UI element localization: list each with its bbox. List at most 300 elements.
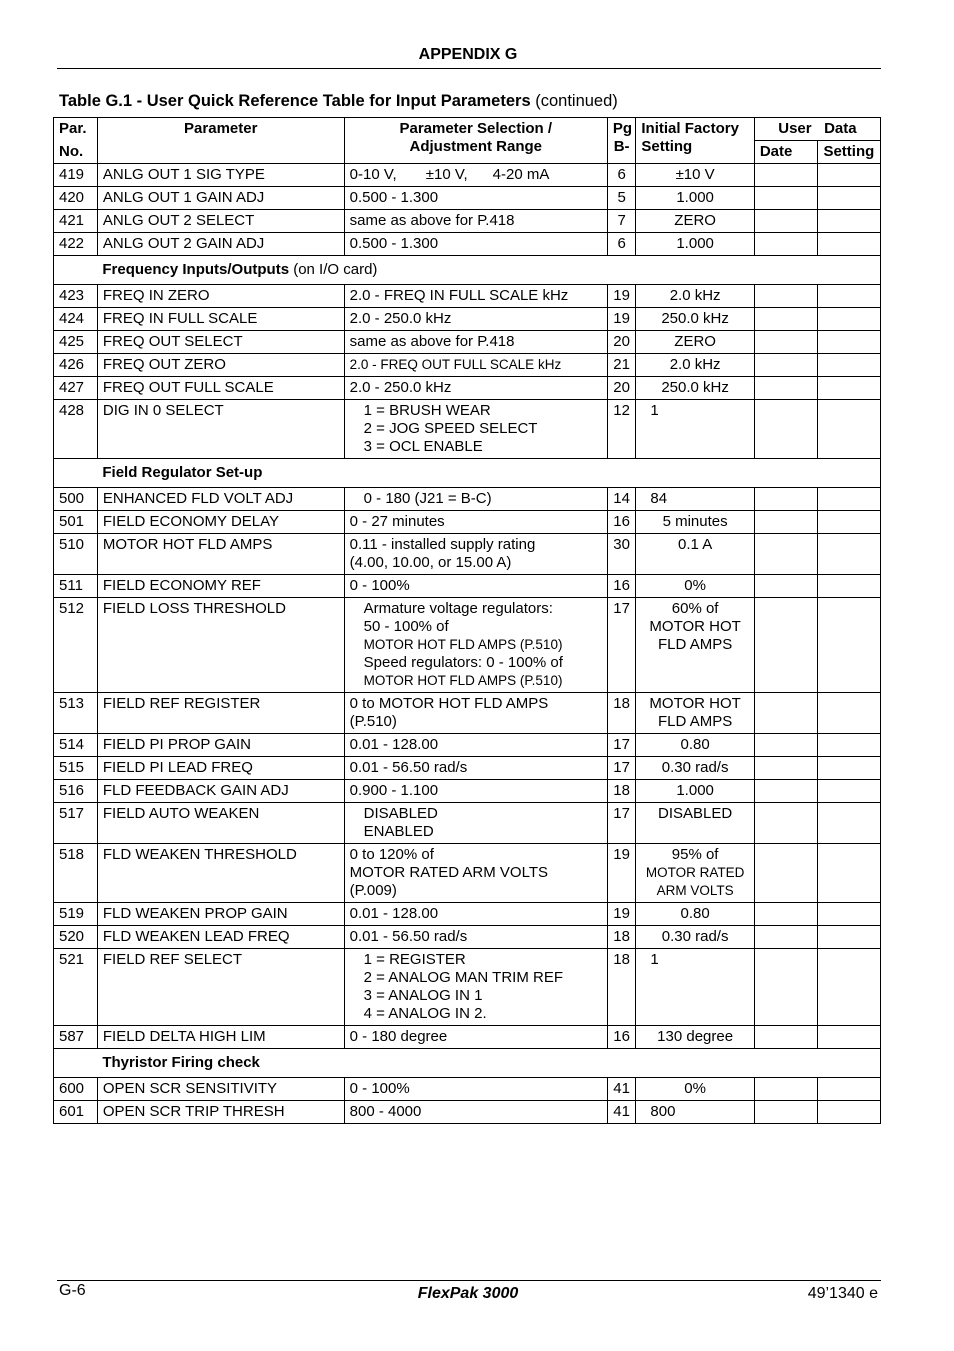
section-blank-cell (54, 1049, 98, 1078)
user-setting-cell[interactable] (818, 575, 881, 598)
range-line: 0.500 - 1.300 (349, 235, 439, 252)
user-date-cell[interactable] (754, 903, 818, 926)
param-range (344, 903, 607, 926)
col-par-no-2: No. (59, 143, 84, 160)
col-factory-2: Setting (641, 138, 693, 155)
param-factory-setting (636, 233, 754, 256)
param-number: 512 (54, 598, 98, 693)
range-line: 3 = ANALOG IN 1 (363, 987, 483, 1004)
table-title-note: (continued) (530, 92, 618, 110)
param-range (344, 164, 607, 187)
range-line: 2.0 - 250.0 kHz (349, 379, 452, 396)
user-date-cell[interactable] (754, 734, 818, 757)
param-number: 501 (54, 511, 98, 534)
range-line: 1 = BRUSH WEAR (363, 402, 491, 419)
param-range (344, 400, 607, 459)
col-pg-1: Pg (612, 120, 633, 137)
user-setting-cell[interactable] (818, 903, 881, 926)
param-number: 511 (54, 575, 98, 598)
range-line: same as above for P.418 (349, 212, 515, 229)
param-name: FIELD LOSS THRESHOLD (97, 598, 344, 693)
factory-line: 1.000 (676, 235, 714, 252)
range-line: 2 = ANALOG MAN TRIM REF (363, 969, 563, 986)
param-name: FLD WEAKEN PROP GAIN (97, 903, 344, 926)
table-row (54, 400, 881, 459)
user-setting-cell[interactable] (818, 598, 881, 693)
user-setting-cell[interactable] (818, 488, 881, 511)
user-date-cell[interactable] (754, 757, 818, 780)
param-page: 18 (607, 780, 636, 803)
param-page: 6 (607, 164, 636, 187)
user-date-cell[interactable] (754, 534, 818, 575)
factory-line: 2.0 kHz (669, 287, 721, 304)
user-setting-cell[interactable] (818, 377, 881, 400)
param-name: DIG IN 0 SELECT (97, 400, 344, 459)
factory-line: 250.0 kHz (661, 379, 729, 396)
range-line: 0.500 - 1.300 (349, 189, 439, 206)
col-date-label: Date (759, 143, 793, 160)
range-line: 2.0 - 250.0 kHz (349, 310, 452, 327)
param-name: FIELD ECONOMY DELAY (97, 511, 344, 534)
param-page: 16 (607, 511, 636, 534)
section-note: (on I/O card) (289, 261, 378, 278)
param-factory-setting (636, 308, 754, 331)
table-row (54, 575, 881, 598)
param-name: FLD FEEDBACK GAIN ADJ (97, 780, 344, 803)
param-page: 19 (607, 844, 636, 903)
param-name: FLD WEAKEN THRESHOLD (97, 844, 344, 903)
user-setting-cell[interactable] (818, 734, 881, 757)
user-date-cell[interactable] (754, 844, 818, 903)
param-name: ANLG OUT 2 GAIN ADJ (97, 233, 344, 256)
factory-line: 0.80 (680, 905, 710, 922)
table-row (54, 780, 881, 803)
table-row (54, 1078, 881, 1101)
section-row (54, 459, 881, 488)
param-number: 514 (54, 734, 98, 757)
range-line: 0.01 - 56.50 rad/s (349, 928, 468, 945)
table-row (54, 511, 881, 534)
section-title: Thyristor Firing check (102, 1054, 260, 1071)
table-row (54, 949, 881, 1026)
param-page: 5 (607, 187, 636, 210)
user-setting-cell[interactable] (818, 511, 881, 534)
range-line: 1 = REGISTER (363, 951, 466, 968)
param-page: 7 (607, 210, 636, 233)
param-factory-setting (636, 926, 754, 949)
param-name: FIELD PI PROP GAIN (97, 734, 344, 757)
factory-line: FLD AMPS (658, 636, 733, 653)
range-line: 0 - 180 (J21 = B-C) (363, 490, 492, 507)
col-pg-2: B- (613, 138, 630, 155)
user-date-cell[interactable] (754, 210, 818, 233)
param-page: 18 (607, 926, 636, 949)
range-line: 4 = ANALOG IN 2. (363, 1005, 487, 1022)
param-factory-setting (636, 1078, 754, 1101)
col-setting-label: Setting (823, 143, 875, 160)
param-page: 17 (607, 598, 636, 693)
col-par-no-1: Par. (59, 120, 87, 137)
factory-line: 1 (650, 951, 659, 968)
user-setting-cell[interactable] (818, 1101, 881, 1124)
table-row (54, 926, 881, 949)
section-heading (97, 1049, 880, 1078)
param-page: 19 (607, 285, 636, 308)
header-rule (57, 68, 881, 69)
user-date-cell[interactable] (754, 803, 818, 844)
param-range (344, 187, 607, 210)
range-line: 0.01 - 56.50 rad/s (349, 759, 468, 776)
range-line: 0 - 100% (349, 577, 410, 594)
range-line: 2 = JOG SPEED SELECT (363, 420, 538, 437)
range-line: 0 - 100% (349, 1080, 410, 1097)
user-date-cell[interactable] (754, 1026, 818, 1049)
range-line: 0 - 180 degree (349, 1028, 448, 1045)
table-row (54, 233, 881, 256)
user-date-cell[interactable] (754, 285, 818, 308)
factory-line: 0.30 rad/s (661, 759, 729, 776)
param-number: 425 (54, 331, 98, 354)
user-date-cell[interactable] (754, 926, 818, 949)
col-user-data-label: User Data (778, 120, 857, 137)
param-number: 510 (54, 534, 98, 575)
range-line: 0 to MOTOR HOT FLD AMPS (349, 695, 549, 712)
page-header: APPENDIX G (418, 46, 518, 63)
param-number: 519 (54, 903, 98, 926)
factory-line: 0.80 (680, 736, 710, 753)
factory-line: 1 (650, 402, 659, 419)
param-page: 16 (607, 575, 636, 598)
param-number: 518 (54, 844, 98, 903)
range-line: Armature voltage regulators: (363, 600, 553, 617)
factory-line: MOTOR HOT (649, 618, 741, 635)
param-name: FIELD REF SELECT (97, 949, 344, 1026)
param-factory-setting (636, 285, 754, 308)
range-line: 2.0 - FREQ IN FULL SCALE kHz (349, 287, 569, 304)
range-line: 0-10 V, ±10 V, 4-20 mA (349, 166, 550, 183)
factory-line: 95% of (671, 846, 719, 863)
table-body (54, 164, 881, 1124)
factory-line: 84 (650, 490, 668, 507)
param-range (344, 844, 607, 903)
table-row (54, 354, 881, 377)
factory-line: ARM VOLTS (656, 883, 734, 898)
range-line: 0.01 - 128.00 (349, 905, 439, 922)
table-row (54, 803, 881, 844)
param-factory-setting (636, 354, 754, 377)
param-factory-setting (636, 949, 754, 1026)
footer-page-number: G-6 (59, 1282, 86, 1299)
param-factory-setting (636, 534, 754, 575)
footer-doc-number: 49’1340 e (807, 1285, 878, 1302)
param-number: 515 (54, 757, 98, 780)
range-line: (P.510) (349, 713, 397, 730)
factory-line: ±10 V (675, 166, 715, 183)
user-date-cell[interactable] (754, 949, 818, 1026)
section-row (54, 256, 881, 285)
user-date-cell[interactable] (754, 308, 818, 331)
col-factory-1: Initial Factory (641, 120, 739, 137)
param-number: 513 (54, 693, 98, 734)
user-setting-cell[interactable] (818, 693, 881, 734)
param-range (344, 757, 607, 780)
param-factory-setting (636, 210, 754, 233)
range-line: 800 - 4000 (349, 1103, 422, 1120)
param-factory-setting (636, 377, 754, 400)
col-range-2: Adjustment Range (409, 138, 543, 155)
user-setting-cell[interactable] (818, 210, 881, 233)
param-page: 41 (607, 1078, 636, 1101)
user-setting-cell[interactable] (818, 803, 881, 844)
param-factory-setting (636, 757, 754, 780)
table-row (54, 331, 881, 354)
table-row (54, 285, 881, 308)
user-setting-cell[interactable] (818, 780, 881, 803)
col-factory (636, 118, 754, 164)
user-date-cell[interactable] (754, 331, 818, 354)
range-line: Speed regulators: 0 - 100% of (363, 654, 563, 671)
param-name: FREQ IN FULL SCALE (97, 308, 344, 331)
user-setting-cell[interactable] (818, 1026, 881, 1049)
user-setting-cell[interactable] (818, 331, 881, 354)
section-heading (97, 459, 880, 488)
param-number: 500 (54, 488, 98, 511)
param-factory-setting (636, 780, 754, 803)
param-name: FIELD DELTA HIGH LIM (97, 1026, 344, 1049)
user-date-cell[interactable] (754, 598, 818, 693)
factory-line: 1.000 (676, 189, 714, 206)
param-page: 12 (607, 400, 636, 459)
param-range (344, 534, 607, 575)
param-name: FLD WEAKEN LEAD FREQ (97, 926, 344, 949)
param-page: 20 (607, 377, 636, 400)
range-line: (P.009) (349, 882, 397, 899)
factory-line: 1.000 (676, 782, 714, 799)
range-line: DISABLED (363, 805, 438, 822)
param-range (344, 926, 607, 949)
param-range (344, 233, 607, 256)
user-setting-cell[interactable] (818, 757, 881, 780)
factory-line: FLD AMPS (658, 713, 733, 730)
user-setting-cell[interactable] (818, 926, 881, 949)
table-row (54, 210, 881, 233)
range-line: 3 = OCL ENABLE (363, 438, 483, 455)
col-par-no (54, 118, 98, 164)
factory-line: DISABLED (658, 805, 733, 822)
user-setting-cell[interactable] (818, 354, 881, 377)
param-factory-setting (636, 844, 754, 903)
param-name: OPEN SCR SENSITIVITY (97, 1078, 344, 1101)
param-range (344, 949, 607, 1026)
param-number: 427 (54, 377, 98, 400)
param-number: 521 (54, 949, 98, 1026)
factory-line: 250.0 kHz (661, 310, 729, 327)
user-setting-cell[interactable] (818, 187, 881, 210)
factory-line: 0.1 A (678, 536, 713, 553)
table-row (54, 903, 881, 926)
user-setting-cell[interactable] (818, 949, 881, 1026)
factory-line: 130 degree (657, 1028, 734, 1045)
param-factory-setting (636, 803, 754, 844)
param-page: 6 (607, 233, 636, 256)
range-line: same as above for P.418 (349, 333, 515, 350)
param-factory-setting (636, 511, 754, 534)
range-line: 2.0 - FREQ OUT FULL SCALE kHz (349, 357, 562, 372)
param-name: FIELD PI LEAD FREQ (97, 757, 344, 780)
factory-line: 60% of (671, 600, 719, 617)
param-number: 424 (54, 308, 98, 331)
param-name: MOTOR HOT FLD AMPS (97, 534, 344, 575)
param-number: 601 (54, 1101, 98, 1124)
param-range (344, 511, 607, 534)
param-name: ANLG OUT 1 SIG TYPE (97, 164, 344, 187)
user-setting-cell[interactable] (818, 534, 881, 575)
table-row (54, 377, 881, 400)
factory-line: 5 minutes (662, 513, 728, 530)
user-setting-cell[interactable] (818, 308, 881, 331)
factory-line: 800 (650, 1103, 676, 1120)
factory-line: 0% (684, 577, 706, 594)
param-name: FREQ OUT SELECT (97, 331, 344, 354)
param-number: 428 (54, 400, 98, 459)
user-setting-cell[interactable] (818, 844, 881, 903)
param-page: 20 (607, 331, 636, 354)
range-line: 50 - 100% of (363, 618, 449, 635)
user-setting-cell[interactable] (818, 233, 881, 256)
user-date-cell[interactable] (754, 377, 818, 400)
param-range (344, 354, 607, 377)
range-line: 0 - 27 minutes (349, 513, 445, 530)
param-range (344, 1078, 607, 1101)
param-factory-setting (636, 187, 754, 210)
param-page: 17 (607, 757, 636, 780)
param-number: 421 (54, 210, 98, 233)
param-page: 18 (607, 949, 636, 1026)
param-name: FIELD AUTO WEAKEN (97, 803, 344, 844)
section-blank-cell (54, 256, 98, 285)
table-row (54, 187, 881, 210)
param-factory-setting (636, 488, 754, 511)
param-name: FREQ OUT FULL SCALE (97, 377, 344, 400)
user-date-cell[interactable] (754, 187, 818, 210)
user-date-cell[interactable] (754, 233, 818, 256)
col-range-1: Parameter Selection / (399, 120, 553, 137)
col-parameter (97, 118, 344, 164)
param-name: OPEN SCR TRIP THRESH (97, 1101, 344, 1124)
param-factory-setting (636, 1101, 754, 1124)
user-date-cell[interactable] (754, 354, 818, 377)
param-range (344, 1101, 607, 1124)
param-range (344, 308, 607, 331)
param-page: 19 (607, 308, 636, 331)
user-date-cell[interactable] (754, 1078, 818, 1101)
param-range (344, 285, 607, 308)
factory-line: 0% (684, 1080, 706, 1097)
param-factory-setting (636, 734, 754, 757)
range-line: ENABLED (363, 823, 434, 840)
factory-line: 0.30 rad/s (661, 928, 729, 945)
param-page: 19 (607, 903, 636, 926)
param-factory-setting (636, 164, 754, 187)
param-name: ANLG OUT 1 GAIN ADJ (97, 187, 344, 210)
table-row (54, 1026, 881, 1049)
section-row (54, 1049, 881, 1078)
factory-line: ZERO (674, 333, 716, 350)
param-page: 16 (607, 1026, 636, 1049)
user-setting-cell[interactable] (818, 1078, 881, 1101)
col-range (344, 118, 607, 164)
param-number: 423 (54, 285, 98, 308)
table-row (54, 534, 881, 575)
user-date-cell[interactable] (754, 780, 818, 803)
param-number: 422 (54, 233, 98, 256)
section-title: Field Regulator Set-up (102, 464, 263, 481)
col-pg (607, 118, 636, 164)
table-row (54, 693, 881, 734)
param-number: 419 (54, 164, 98, 187)
param-range (344, 598, 607, 693)
col-user-data (754, 118, 880, 141)
col-date (754, 141, 818, 164)
user-setting-cell[interactable] (818, 285, 881, 308)
param-page: 17 (607, 803, 636, 844)
user-date-cell[interactable] (754, 1101, 818, 1124)
factory-line: ZERO (674, 212, 716, 229)
parameter-table (53, 117, 881, 1124)
param-page: 17 (607, 734, 636, 757)
user-date-cell[interactable] (754, 400, 818, 459)
param-number: 600 (54, 1078, 98, 1101)
section-blank-cell (54, 459, 98, 488)
table-title-main: Table G.1 - User Quick Reference Table for Input Parameters (59, 92, 531, 110)
param-range (344, 780, 607, 803)
param-name: ENHANCED FLD VOLT ADJ (97, 488, 344, 511)
table-title (59, 92, 618, 111)
param-factory-setting (636, 903, 754, 926)
range-line: MOTOR RATED ARM VOLTS (349, 864, 548, 881)
user-setting-cell[interactable] (818, 400, 881, 459)
range-line: (4.00, 10.00, or 15.00 A) (349, 554, 512, 571)
param-range (344, 331, 607, 354)
user-date-cell[interactable] (754, 693, 818, 734)
table-row (54, 164, 881, 187)
param-factory-setting (636, 598, 754, 693)
factory-line: MOTOR HOT (649, 695, 741, 712)
param-number: 520 (54, 926, 98, 949)
param-name: FIELD ECONOMY REF (97, 575, 344, 598)
param-range (344, 1026, 607, 1049)
user-date-cell[interactable] (754, 164, 818, 187)
user-date-cell[interactable] (754, 511, 818, 534)
footer-product: FlexPak 3000 (417, 1285, 519, 1302)
range-line: 0.900 - 1.100 (349, 782, 439, 799)
param-page: 18 (607, 693, 636, 734)
user-date-cell[interactable] (754, 488, 818, 511)
param-factory-setting (636, 693, 754, 734)
footer-rule (57, 1280, 881, 1281)
user-setting-cell[interactable] (818, 164, 881, 187)
factory-line: MOTOR RATED (645, 865, 745, 880)
param-range (344, 488, 607, 511)
factory-line: 2.0 kHz (669, 356, 721, 373)
range-line: 0.11 - installed supply rating (349, 536, 536, 553)
section-title: Frequency Inputs/Outputs (102, 261, 290, 278)
table-row (54, 1101, 881, 1124)
col-parameter-label: Parameter (184, 120, 258, 137)
table-row (54, 757, 881, 780)
user-date-cell[interactable] (754, 575, 818, 598)
range-line: 0.01 - 128.00 (349, 736, 439, 753)
